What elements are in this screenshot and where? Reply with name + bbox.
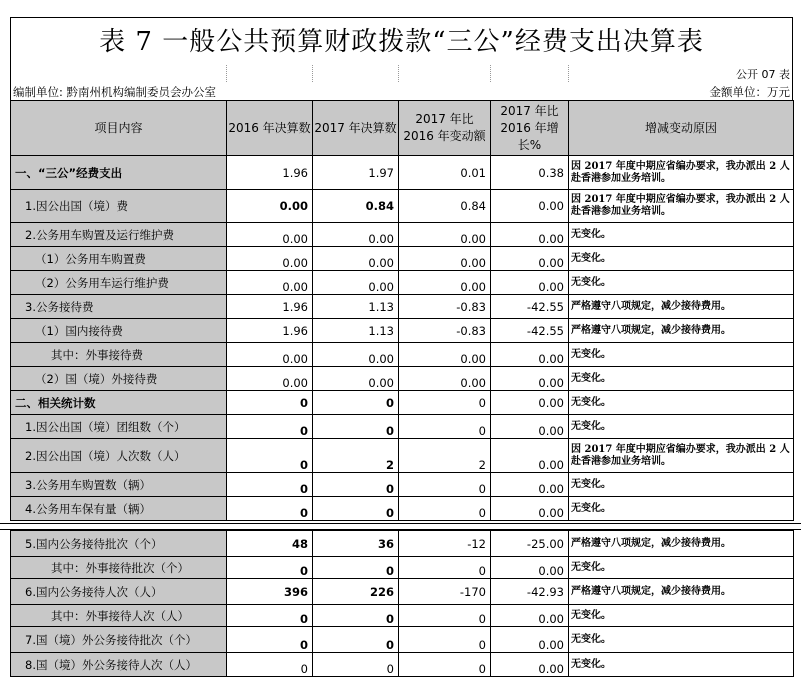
- change-reason: 无变化。: [569, 653, 794, 677]
- value-change: 0: [399, 473, 491, 497]
- table-row: [11, 271, 794, 295]
- row-item-name: 二、相关统计数: [11, 391, 227, 415]
- subheader-row: [10, 65, 793, 82]
- value-change: 0: [399, 557, 491, 579]
- header-growth: 2017 年比 2016 年增长%: [491, 101, 569, 156]
- value-2017: 1.97: [313, 156, 399, 190]
- row-item-name: 其中：外事接待人次（人）: [11, 605, 227, 627]
- value-2017: 0.00: [313, 367, 399, 391]
- value-2016: 1.96: [227, 156, 313, 190]
- value-2016: 0: [227, 557, 313, 579]
- value-change: -0.83: [399, 295, 491, 319]
- header-reason: 增减变动原因: [569, 101, 794, 156]
- table-row: [11, 343, 794, 367]
- value-2016: 0.00: [227, 190, 313, 223]
- value-2016: 0.00: [227, 343, 313, 367]
- value-2016: 0: [227, 627, 313, 653]
- value-2016: 0.00: [227, 271, 313, 295]
- change-reason: 严格遵守八项规定，减少接待费用。: [569, 579, 794, 605]
- row-item-name: 3.公务接待费: [11, 295, 227, 319]
- change-reason: 无变化。: [569, 497, 794, 521]
- value-change: 0: [399, 391, 491, 415]
- value-change: 0.00: [399, 367, 491, 391]
- value-2016: 1.96: [227, 319, 313, 343]
- value-2017: 0.00: [313, 247, 399, 271]
- change-reason: 无变化。: [569, 247, 794, 271]
- value-change: 0.00: [399, 343, 491, 367]
- table-row: [11, 557, 794, 579]
- value-2017: 0: [313, 605, 399, 627]
- row-item-name: 其中：外事接待费: [11, 343, 227, 367]
- table-row: [11, 223, 794, 247]
- header-2017: 2017 年决算数: [313, 101, 399, 156]
- org-label: 编制单位: 黔南州机构编制委员会办公室: [13, 85, 217, 99]
- table-row: [11, 579, 794, 605]
- row-item-name: （2）公务用车运行维护费: [11, 271, 227, 295]
- value-growth: 0.00: [491, 653, 569, 677]
- row-item-name: 8.国（境）外公务接待人次（人）: [11, 653, 227, 677]
- value-change: 0.00: [399, 271, 491, 295]
- value-2017: 0: [313, 415, 399, 439]
- value-2017: 0: [313, 653, 399, 677]
- value-2016: 0.00: [227, 247, 313, 271]
- change-reason: 严格遵守八项规定，减少接待费用。: [569, 531, 794, 557]
- value-2016: 0: [227, 497, 313, 521]
- change-reason: 无变化。: [569, 473, 794, 497]
- value-2017: 0: [313, 497, 399, 521]
- value-2017: 1.13: [313, 295, 399, 319]
- value-change: 0.01: [399, 156, 491, 190]
- row-item-name: （1）国内接待费: [11, 319, 227, 343]
- value-2017: 0.00: [313, 343, 399, 367]
- value-growth: 0.00: [491, 247, 569, 271]
- row-item-name: 一、“三公”经费支出: [11, 156, 227, 190]
- value-growth: 0.00: [491, 605, 569, 627]
- value-2016: 1.96: [227, 295, 313, 319]
- value-2016: 0: [227, 391, 313, 415]
- value-growth: 0.38: [491, 156, 569, 190]
- header-item: 项目内容: [11, 101, 227, 156]
- value-2017: 2: [313, 439, 399, 473]
- value-change: 0: [399, 415, 491, 439]
- row-item-name: 3.公务用车购置数（辆）: [11, 473, 227, 497]
- value-2016: 0: [227, 439, 313, 473]
- change-reason: 无变化。: [569, 605, 794, 627]
- unit-row: [10, 82, 793, 100]
- value-change: 0: [399, 605, 491, 627]
- value-2016: 0: [227, 605, 313, 627]
- value-growth: 0.00: [491, 391, 569, 415]
- value-change: -0.83: [399, 319, 491, 343]
- table-row: [11, 439, 794, 473]
- change-reason: 无变化。: [569, 557, 794, 579]
- table-row: [11, 473, 794, 497]
- value-growth: 0.00: [491, 223, 569, 247]
- row-item-name: 6.国内公务接待人次（人）: [11, 579, 227, 605]
- row-item-name: 5.国内公务接待批次（个）: [11, 531, 227, 557]
- change-reason: 无变化。: [569, 391, 794, 415]
- row-item-name: 2.公务用车购置及运行维护费: [11, 223, 227, 247]
- change-reason: 严格遵守八项规定，减少接待费用。: [569, 319, 794, 343]
- value-growth: 0.00: [491, 367, 569, 391]
- row-item-name: 1.因公出国（境）费: [11, 190, 227, 223]
- row-item-name: 2.因公出国（境）人次数（人）: [11, 439, 227, 473]
- change-reason: 因 2017 年度中期应省编办要求，我办派出 2 人赴香港参加业务培训。: [569, 439, 794, 473]
- value-2017: 1.13: [313, 319, 399, 343]
- value-growth: 0.00: [491, 497, 569, 521]
- row-item-name: 其中：外事接待批次（个）: [11, 557, 227, 579]
- value-growth: 0.00: [491, 473, 569, 497]
- value-growth: 0.00: [491, 627, 569, 653]
- value-2017: 0: [313, 391, 399, 415]
- value-change: 0.00: [399, 247, 491, 271]
- value-2017: 0: [313, 557, 399, 579]
- change-reason: 无变化。: [569, 367, 794, 391]
- value-change: -170: [399, 579, 491, 605]
- value-growth: -42.55: [491, 319, 569, 343]
- table-row: [11, 653, 794, 677]
- header-2016: 2016 年决算数: [227, 101, 313, 156]
- value-2016: 396: [227, 579, 313, 605]
- change-reason: 无变化。: [569, 223, 794, 247]
- value-growth: 0.00: [491, 439, 569, 473]
- value-change: 0.00: [399, 223, 491, 247]
- table-row: [11, 247, 794, 271]
- row-item-name: 4.公务用车保有量（辆）: [11, 497, 227, 521]
- table-row: [11, 156, 794, 190]
- value-growth: 0.00: [491, 557, 569, 579]
- value-2017: 0.00: [313, 271, 399, 295]
- table-row: [11, 319, 794, 343]
- value-2016: 0: [227, 415, 313, 439]
- budget-table-top: [10, 100, 794, 521]
- change-reason: 因 2017 年度中期应省编办要求，我办派出 2 人赴香港参加业务培训。: [569, 156, 794, 190]
- header-change: 2017 年比 2016 年变动额: [399, 101, 491, 156]
- table-row: [11, 190, 794, 223]
- value-growth: 0.00: [491, 271, 569, 295]
- value-change: 0: [399, 627, 491, 653]
- public-code: 公开 07 表: [736, 68, 790, 81]
- value-2017: 36: [313, 531, 399, 557]
- value-change: -12: [399, 531, 491, 557]
- value-change: 2: [399, 439, 491, 473]
- value-2016: 0.00: [227, 367, 313, 391]
- change-reason: 无变化。: [569, 415, 794, 439]
- table-row: [11, 497, 794, 521]
- value-change: 0.84: [399, 190, 491, 223]
- change-reason: 无变化。: [569, 627, 794, 653]
- value-2016: 0: [227, 653, 313, 677]
- row-item-name: （1）公务用车购置费: [11, 247, 227, 271]
- value-growth: 0.00: [491, 190, 569, 223]
- value-growth: 0.00: [491, 415, 569, 439]
- change-reason: 因 2017 年度中期应省编办要求，我办派出 2 人赴香港参加业务培训。: [569, 190, 794, 223]
- unit-label: 金额单位：万元: [709, 85, 790, 99]
- table-row: [11, 367, 794, 391]
- value-growth: -42.93: [491, 579, 569, 605]
- change-reason: 无变化。: [569, 343, 794, 367]
- value-2017: 226: [313, 579, 399, 605]
- value-2017: 0.84: [313, 190, 399, 223]
- value-2016: 0.00: [227, 223, 313, 247]
- value-2017: 0.00: [313, 223, 399, 247]
- page-break: [0, 523, 801, 530]
- table-row: [11, 391, 794, 415]
- row-item-name: （2）国（境）外接待费: [11, 367, 227, 391]
- table-row: [11, 415, 794, 439]
- value-2016: 0: [227, 473, 313, 497]
- value-growth: -42.55: [491, 295, 569, 319]
- value-change: 0: [399, 653, 491, 677]
- table-row: [11, 295, 794, 319]
- value-2017: 0: [313, 627, 399, 653]
- value-growth: 0.00: [491, 343, 569, 367]
- change-reason: 无变化。: [569, 271, 794, 295]
- value-change: 0: [399, 497, 491, 521]
- row-item-name: 7.国（境）外公务接待批次（个）: [11, 627, 227, 653]
- value-2017: 0: [313, 473, 399, 497]
- table-row: [11, 627, 794, 653]
- table-title: 表 7 一般公共预算财政拨款“三公”经费支出决算表: [10, 17, 793, 65]
- value-2016: 48: [227, 531, 313, 557]
- table-row: [11, 605, 794, 627]
- row-item-name: 1.因公出国（境）团组数（个）: [11, 415, 227, 439]
- budget-table-bottom: [10, 530, 794, 677]
- change-reason: 严格遵守八项规定，减少接待费用。: [569, 295, 794, 319]
- value-growth: -25.00: [491, 531, 569, 557]
- table-row: [11, 531, 794, 557]
